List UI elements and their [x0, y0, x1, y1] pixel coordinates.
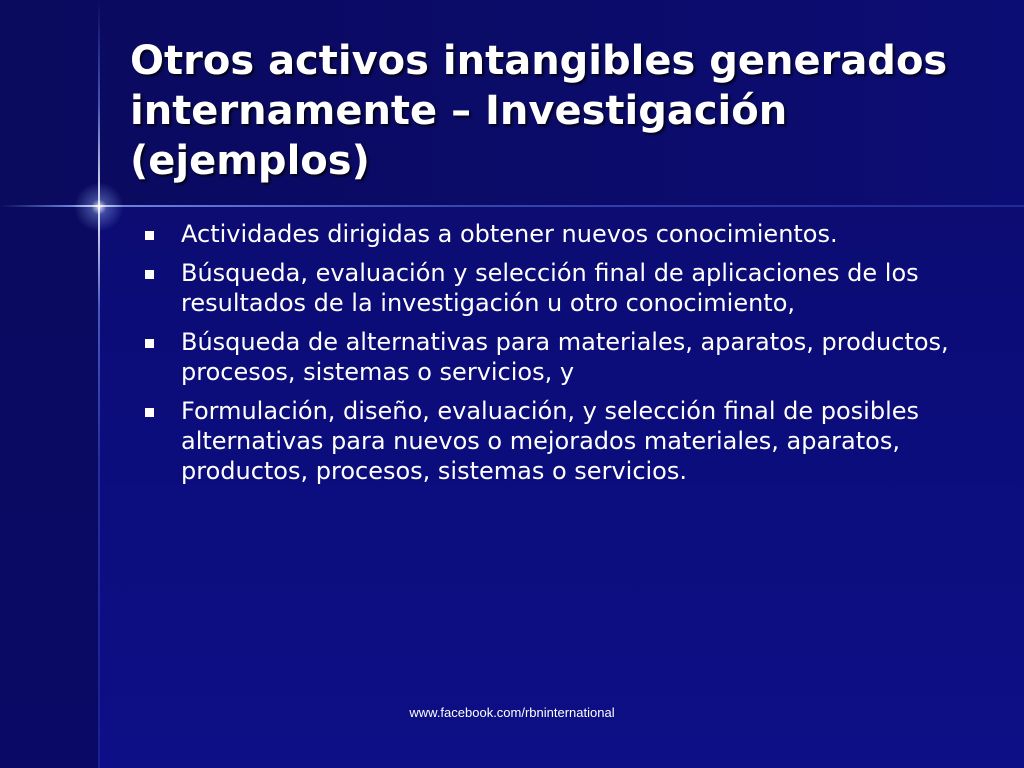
bullet-item — [142, 327, 982, 387]
square-bullet-icon — [145, 270, 154, 279]
square-bullet-icon — [145, 408, 154, 417]
horizontal-accent-line — [0, 205, 1024, 207]
star-flare-icon — [74, 182, 124, 232]
bullet-item — [142, 219, 982, 249]
bullet-item — [142, 396, 982, 486]
square-bullet-icon — [145, 231, 154, 240]
square-bullet-icon — [145, 339, 154, 348]
bullet-text: Actividades dirigidas a obtener nuevos conocimientos. — [181, 220, 838, 248]
bullet-list — [142, 219, 982, 495]
slide-title: Otros activos intangibles generados internamente – Investigación (ejemplos) — [130, 38, 948, 184]
left-band — [0, 206, 98, 768]
vertical-accent-line — [98, 0, 100, 768]
bullet-text: Búsqueda, evaluación y selección final de aplicaciones de los resultados de la investigación u otro conocimiento, — [181, 259, 919, 317]
footer-url: www.facebook.com/rbninternational — [409, 705, 615, 720]
bullet-text: Formulación, diseño, evaluación, y selección final de posibles alternativas para nuevos o mejorados materiales, aparatos, productos, procesos, sistemas o servicios. — [181, 397, 919, 485]
bullet-item — [142, 258, 982, 318]
bullet-text: Búsqueda de alternativas para materiales, aparatos, productos, procesos, sistemas o servicios, y — [181, 328, 949, 386]
